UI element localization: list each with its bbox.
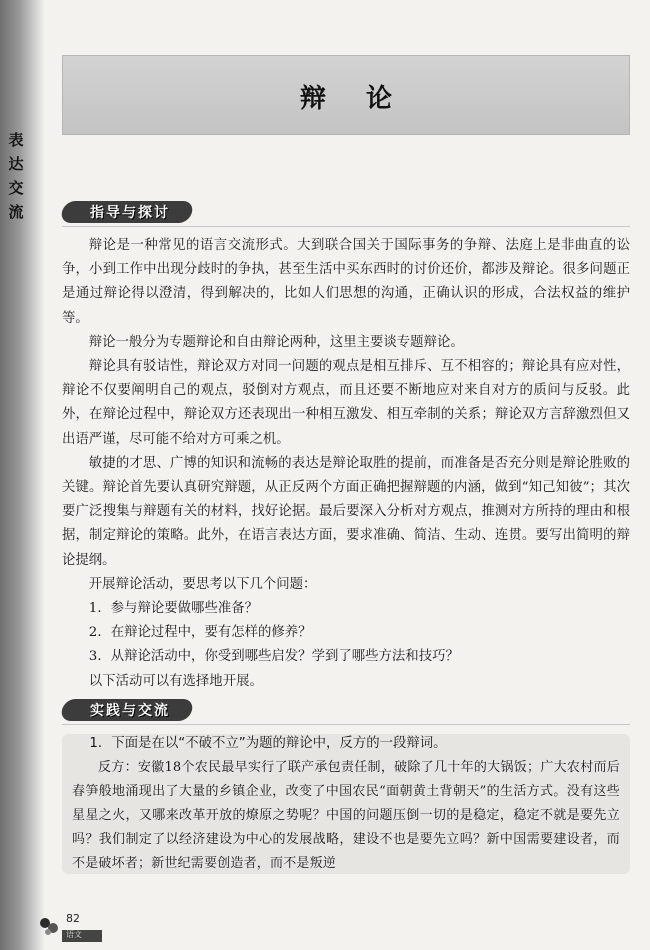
side-label-char: 达 <box>8 155 24 173</box>
decorative-dots-icon <box>38 914 62 938</box>
question-item: 3．从辩论活动中，你受到哪些启发？学到了哪些方法和技巧？ <box>88 649 459 665</box>
closing-note: 以下活动可以有选择地开展。 <box>88 673 263 689</box>
side-label-char: 流 <box>8 203 24 221</box>
body-paragraph: 开展辩论活动，要思考以下几个问题： <box>88 576 317 592</box>
section-label-guide: 指导与探讨 <box>90 205 170 221</box>
section-divider <box>62 226 630 227</box>
practice-prompt: 1．下面是在以“不破不立”为题的辩论中，反方的一段辩词。 <box>89 736 447 751</box>
page-tab-label: 语文 <box>66 930 82 939</box>
side-chapter-label <box>6 128 26 224</box>
title-banner <box>62 55 630 135</box>
body-paragraph: 辩论是一种常见的语言交流形式。大到联合国关于国际事务的争辩、法庭上是非曲直的讼争，小到工作中出现分歧时的争执，甚至生活中买东西时的讨价还价，都涉及辩论。很多问题正是通过辩论得以澄清，得到解决的，比如人们思想的沟通，正确认识的形成，合法权益的维护等。 <box>62 238 630 326</box>
side-label-char: 交 <box>8 179 24 197</box>
question-item: 2．在辩论过程中，要有怎样的修养？ <box>88 625 312 641</box>
side-label-char: 表 <box>8 131 24 149</box>
section-header-practice <box>62 697 212 725</box>
body-paragraph: 辩论具有驳诘性，辩论双方对同一问题的观点是相互排斥、互不相容的；辩论具有应对性，辩论不仅要阐明自己的观点，驳倒对方观点，而且还要不断地应对来自对方的质问与反驳。此外，在辩论过程中，辩论双方还表现出一种相互激发、相互牵制的关系；辩论双方言辞激烈但又出语严谨，尽可能不给对方可乘之机。 <box>62 359 630 447</box>
page-title: 辩论 <box>299 84 432 114</box>
section-header-guide <box>62 199 212 227</box>
guide-body <box>62 234 630 694</box>
section-divider <box>62 724 630 725</box>
question-item: 1．参与辩论要做哪些准备？ <box>88 601 259 617</box>
section-label-practice: 实践与交流 <box>90 703 170 719</box>
practice-body <box>72 732 620 876</box>
body-paragraph: 辩论一般分为专题辩论和自由辩论两种，这里主要谈专题辩论。 <box>88 334 464 350</box>
body-paragraph: 敏捷的才思、广博的知识和流畅的表达是辩论取胜的提前，而准备是否充分则是辩论胜败的关键。辩论首先要认真研究辩题，从正反两个方面正确把握辩题的内涵，做到“知己知彼”；其次要广泛搜集与辩题有关的材料，找好论据。最后要深入分析对方观点，推测对方所持的理由和根据，制定辩论的策略。此外，在语言表达方面，要求准确、简洁、生动、连贯。要写出简明的辩论提纲。 <box>62 455 630 568</box>
rebuttal-text: 反方：安徽18个农民最早实行了联产承包责任制，破除了几十年的大锅饭；广大农村而后春笋般地涌现出了大量的乡镇企业，改变了中国农民“面朝黄土背朝天”的生活方式。没有这些星星之火，又哪来改革开放的燎原之势呢？中国的问题压倒一切的是稳定，稳定不就是要先立吗？我们制定了以经济建设为中心的发展战略，建设不也是要先立吗？新中国需要建设者，而不是破坏者；新世纪需要创造者，而不是叛逆 <box>72 760 620 871</box>
page-number: 82 <box>66 912 80 925</box>
